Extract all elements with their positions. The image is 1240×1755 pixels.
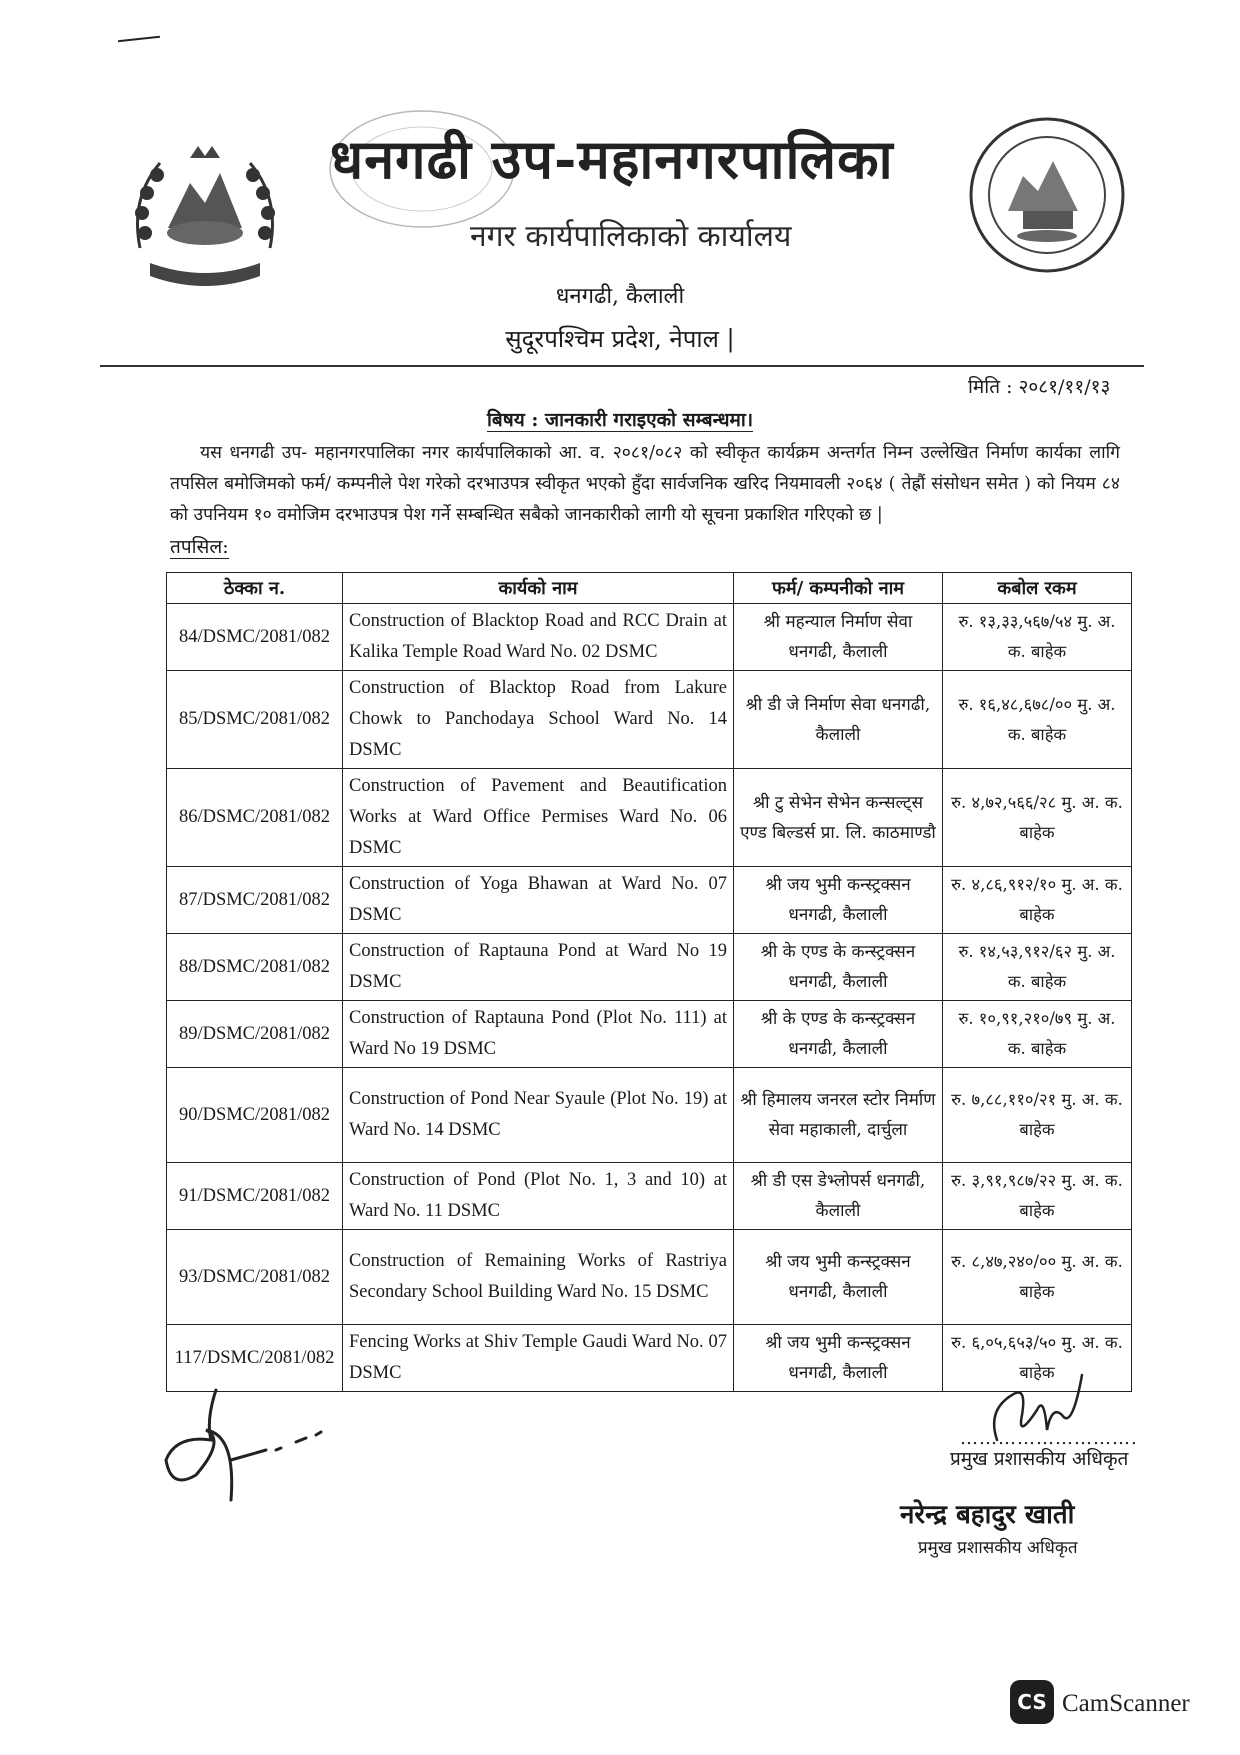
work-name: Construction of Raptauna Pond at Ward No 19 DSMC — [343, 934, 734, 1001]
work-name: Construction of Raptauna Pond (Plot No. 111) at Ward No 19 DSMC — [343, 1001, 734, 1068]
header-firm-name: फर्म/ कम्पनीको नाम — [734, 573, 943, 604]
work-name: Construction of Remaining Works of Rastriya Secondary School Building Ward No. 15 DSMC — [343, 1230, 734, 1325]
notice-date: मिति : २०८१/११/१३ — [968, 376, 1111, 398]
bid-amount: रु. १०,९१,२१०/७९ मु. अ. क. बाहेक — [943, 1001, 1132, 1068]
contracts-table — [166, 572, 1132, 1392]
camscanner-watermark: CamScanner — [1062, 1690, 1190, 1717]
table-row — [167, 1001, 1132, 1068]
bid-amount: रु. १४,५३,९१२/६२ मु. अ. क. बाहेक — [943, 934, 1132, 1001]
table-row — [167, 671, 1132, 769]
camscanner-logo-icon: CS — [1010, 1680, 1054, 1724]
table-row — [167, 934, 1132, 1001]
signatory-title-stamp: प्रमुख प्रशासकीय अधिकृत — [918, 1538, 1078, 1558]
municipality-title: धनगढी उप-महानगरपालिका — [330, 127, 894, 191]
scan-mark — [118, 36, 160, 42]
firm-name: श्री महन्याल निर्माण सेवा धनगढी, कैलाली — [734, 604, 943, 671]
header-work-name: कार्यको नाम — [343, 573, 734, 604]
table-row — [167, 1163, 1132, 1230]
signatory-name: नरेन्द्र बहादुर खाती — [900, 1500, 1075, 1530]
subject-text: बिषय : जानकारी गराइएको सम्बन्धमा। — [486, 409, 754, 431]
firm-name: श्री जय भुमी कन्स्ट्रक्सन धनगढी, कैलाली — [734, 867, 943, 934]
header-divider — [100, 365, 1144, 367]
contract-no: 93/DSMC/2081/082 — [167, 1230, 343, 1325]
contract-no: 89/DSMC/2081/082 — [167, 1001, 343, 1068]
signature-line: ………………………. — [960, 1428, 1138, 1449]
handwritten-signature-left — [156, 1380, 326, 1520]
bid-amount: रु. १३,३३,५६७/५४ मु. अ. क. बाहेक — [943, 604, 1132, 671]
firm-name: श्री के एण्ड के कन्स्ट्रक्सन धनगढी, कैलाली — [734, 934, 943, 1001]
bid-amount: रु. ३,९१,९८७/२२ मु. अ. क. बाहेक — [943, 1163, 1132, 1230]
contract-no: 88/DSMC/2081/082 — [167, 934, 343, 1001]
header-bid-amount: कबोल रकम — [943, 573, 1132, 604]
work-name: Construction of Yoga Bhawan at Ward No. 07 DSMC — [343, 867, 734, 934]
office-province: सुदूरपश्चिम प्रदेश, नेपाल | — [505, 325, 735, 353]
contract-no: 86/DSMC/2081/082 — [167, 769, 343, 867]
firm-name: श्री जय भुमी कन्स्ट्रक्सन धनगढी, कैलाली — [734, 1230, 943, 1325]
header-contract-no: ठेक्का न. — [167, 573, 343, 604]
table-row — [167, 1230, 1132, 1325]
table-header-row — [167, 573, 1132, 604]
work-name: Construction of Pond (Plot No. 1, 3 and 10) at Ward No. 11 DSMC — [343, 1163, 734, 1230]
firm-name: श्री जय भुमी कन्स्ट्रक्सन धनगढी, कैलाली — [734, 1325, 943, 1392]
office-name: नगर कार्यपालिकाको कार्यालय — [470, 219, 792, 254]
contract-no: 90/DSMC/2081/082 — [167, 1068, 343, 1163]
office-city: धनगढी, कैलाली — [555, 284, 685, 309]
work-name: Fencing Works at Shiv Temple Gaudi Ward No. 07 DSMC — [343, 1325, 734, 1392]
work-name: Construction of Pond Near Syaule (Plot No. 19) at Ward No. 14 DSMC — [343, 1068, 734, 1163]
bid-amount: रु. ८,४७,२४०/०० मु. अ. क. बाहेक — [943, 1230, 1132, 1325]
work-name: Construction of Blacktop Road from Lakure Chowk to Panchodaya School Ward No. 14 DSMC — [343, 671, 734, 769]
bid-amount: रु. ४,७२,५६६/२८ मु. अ. क. बाहेक — [943, 769, 1132, 867]
contract-no: 84/DSMC/2081/082 — [167, 604, 343, 671]
details-label: तपसिल: — [170, 536, 229, 558]
bid-amount: रु. ६,०५,६५३/५० मु. अ. क. बाहेक — [943, 1325, 1132, 1392]
body-paragraph: यस धनगढी उप- महानगरपालिका नगर कार्यपालिकाको आ. व. २०८१/०८२ को स्वीकृत कार्यक्रम अन्तर्गत निम्न उल्लेखित निर्माण कार्यका लागि तपसिल बमोजिमको फर्म/ कम्पनीले पेश गरेको दरभाउपत्र स्वीकृत भएको हुँदा सार्वजनिक खरिद नियमावली २०६४ ( तेह्रौं संसोधन समेत ) को नियम ८४ को उपनियम १० वमोजिम दरभाउपत्र पेश गर्ने सम्बन्धित सबैको जानकारीको लागी यो सूचना प्रकाशित गरिएको छ | — [170, 443, 1120, 525]
signatory-title: प्रमुख प्रशासकीय अधिकृत — [950, 1448, 1129, 1470]
table-row — [167, 604, 1132, 671]
table-row — [167, 867, 1132, 934]
firm-name: श्री टु सेभेन सेभेन कन्सल्ट्स एण्ड बिल्डर्स प्रा. लि. काठमाण्डौ — [734, 769, 943, 867]
firm-name: श्री डी एस डेभ्लोपर्स धनगढी, कैलाली — [734, 1163, 943, 1230]
firm-name: श्री के एण्ड के कन्स्ट्रक्सन धनगढी, कैलाली — [734, 1001, 943, 1068]
municipality-seal-icon — [968, 116, 1126, 274]
firm-name: श्री हिमालय जनरल स्टोर निर्माण सेवा महाकाली, दार्चुला — [734, 1068, 943, 1163]
bid-amount: रु. ४,८६,९१२/१० मु. अ. क. बाहेक — [943, 867, 1132, 934]
bid-amount: रु. ७,८८,११०/२१ मु. अ. क. बाहेक — [943, 1068, 1132, 1163]
firm-name: श्री डी जे निर्माण सेवा धनगढी, कैलाली — [734, 671, 943, 769]
work-name: Construction of Blacktop Road and RCC Drain at Kalika Temple Road Ward No. 02 DSMC — [343, 604, 734, 671]
contract-no: 91/DSMC/2081/082 — [167, 1163, 343, 1230]
work-name: Construction of Pavement and Beautification Works at Ward Office Permises Ward No. 06 DSMC — [343, 769, 734, 867]
bid-amount: रु. १६,४८,६७८/०० मु. अ. क. बाहेक — [943, 671, 1132, 769]
table-row — [167, 769, 1132, 867]
notice-subject — [0, 406, 1240, 432]
notice-body — [170, 438, 1120, 531]
contract-no: 87/DSMC/2081/082 — [167, 867, 343, 934]
contract-no: 85/DSMC/2081/082 — [167, 671, 343, 769]
nepal-emblem-icon — [120, 128, 290, 298]
table-row — [167, 1068, 1132, 1163]
contract-no: 117/DSMC/2081/082 — [167, 1325, 343, 1392]
